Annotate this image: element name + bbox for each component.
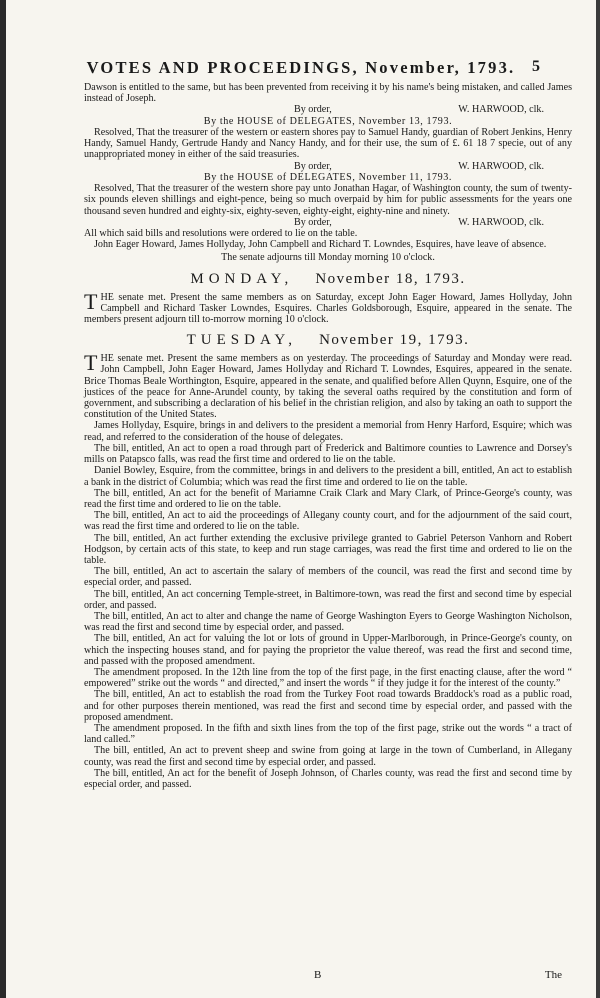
paragraph: The bill, entitled, An act to alter and change the name of George Washington Eyers to George Washington Nicholson, was read the first and second time by especial order, and passed. bbox=[84, 610, 572, 634]
adjournment-line: The senate adjourns till Monday morning 10 o'clock. bbox=[221, 252, 435, 264]
paragraph-text: HE senate met. Present the same members as on Saturday, except John Eager Howard, James Hollyday, John Campbell and Richard Tasker Lowndes, Esquires. Charles Goldsborough, Esquire, appeared in the senate. The members present adjourn till to-morrow morning 10 o'clock. bbox=[84, 291, 572, 326]
paragraph-text: HE senate met. Present the same members as on yesterday. The proceedings of Saturday and Monday were read. John Campbell, John Eager Howard, James Hollyday and Richard T. Lowndes, Esquires, appeared in the senate. Brice Thomas Beale Worthington, Esquire, appeared in the senate, and qualified before Allen Quynn, Esquire, one of the justices of the peace for Anne-Arundel county, by taking the several oaths required by the constitution and form of government, and subscribing a declaration of his belief in the christian religion, and also by taking an oath to support the constitution of the United States. bbox=[84, 353, 572, 421]
signature-line bbox=[84, 104, 572, 115]
page-number: 5 bbox=[532, 58, 540, 75]
tuesday-heading bbox=[84, 332, 572, 348]
paragraph: The amendment proposed. In the fifth and sixth lines from the top of the first page, strike out the words “ a tract of land called.” bbox=[84, 722, 572, 746]
paragraph bbox=[84, 350, 572, 421]
clerk-signature: W. HARWOOD, clk. bbox=[458, 104, 544, 116]
drop-cap: T bbox=[84, 350, 98, 376]
paragraph: The bill, entitled, An act to establish the road from the Turkey Foot road towards Braddock's road as a public road, and for other purposes therein mentioned, was read the first and second time by especial order, and passed with the proposed amendment. bbox=[84, 689, 572, 723]
paragraph: The bill, entitled, An act to aid the proceedings of Allegany county court, and for the adjournment of the said court, was read the first time and ordered to lie on the table. bbox=[84, 510, 572, 533]
paragraph: John Eager Howard, James Hollyday, John Campbell and Richard T. Lowndes, Esquires, have leave of absence. bbox=[94, 239, 547, 251]
day-name: MONDAY, bbox=[190, 270, 294, 287]
paragraph: Dawson is entitled to the same, but has been prevented from receiving it by his name's being mistaken, and called James instead of Joseph. bbox=[84, 82, 572, 105]
drop-cap: T bbox=[84, 288, 98, 314]
order-heading: By the HOUSE of DELEGATES, November 11, 1793. bbox=[203, 171, 453, 183]
paragraph: The bill, entitled, An act for the benefit of Mariamne Craik Clark and Mary Clark, of Prince-George's county, was read the first time and ordered to lie on the table. bbox=[84, 487, 572, 510]
signature-line bbox=[84, 161, 572, 172]
paragraph: The bill, entitled, An act concerning Temple-street, in Baltimore-town, was read the first and second time by especial order, and passed. bbox=[84, 588, 572, 611]
paragraph: James Hollyday, Esquire, brings in and delivers to the president a memorial from Henry Harford, Esquire; which was read, and referred to the consideration of the house of delegates. bbox=[84, 420, 572, 443]
paragraph: The bill, entitled, An act to open a road through part of Frederick and Baltimore counties to Lawrence and Dorsey's mills on Patapsco falls, was read the first time and ordered to lie on the table. bbox=[84, 442, 572, 466]
by-order-label: By order, bbox=[294, 104, 332, 116]
by-order-label: By order, bbox=[294, 160, 332, 172]
page-footer bbox=[84, 969, 562, 983]
page-header bbox=[6, 58, 596, 80]
resolution: Resolved, That the treasurer of the western or eastern shores pay to Samuel Handy, guardian of Robert Jenkins, Henry Handy, Samuel Handy, Gertrude Handy and Nancy Handy, and for their use, the sum of £. 61 18 7 specie, out of any unappropriated money in either of the said treasuries. bbox=[84, 127, 572, 161]
paragraph: The bill, entitled, An act to prevent sheep and swine from going at large in the town of Cumberland, in Allegany county, was read the first and second time by especial order, and passed. bbox=[84, 745, 572, 768]
paragraph: The bill, entitled, An act to ascertain the salary of members of the council, was read the first and second time by especial order, and passed. bbox=[84, 566, 572, 589]
paragraph: The amendment proposed. In the 12th line from the top of the first page, in the first enacting clause, after the word “ empowered” strike out the words “ and directed,” and insert the words “ if they judge it for the interest of the county.” bbox=[84, 666, 572, 690]
day-date: November 18, 1793. bbox=[315, 270, 466, 287]
page-body bbox=[84, 82, 572, 790]
running-title: VOTES AND PROCEEDINGS, November, 1793. bbox=[86, 58, 516, 77]
monday-heading bbox=[84, 271, 572, 287]
paragraph: The bill, entitled, An act for the benefit of Joseph Johnson, of Charles county, was read the first and second time by especial order, and passed. bbox=[84, 767, 572, 790]
paragraph: All which said bills and resolutions were ordered to lie on the table. bbox=[84, 228, 358, 240]
order-heading: By the HOUSE of DELEGATES, November 13, 1793. bbox=[203, 115, 453, 127]
signature-mark: B bbox=[314, 969, 322, 981]
catchword: The bbox=[544, 969, 562, 981]
resolution: Resolved, That the treasurer of the western shore pay unto Jonathan Hagar, of Washington county, the sum of twenty-six pounds eleven shillings and eight-pence, being so much overpaid by him for public assessments for the years one thousand seven hundred and eighty-six, eighty-seven, eighty-eight, eighty-nine and ninety. bbox=[84, 183, 572, 217]
by-order-label: By order, bbox=[294, 216, 332, 228]
signature-line bbox=[84, 217, 572, 228]
paragraph: The bill, entitled, An act further extending the exclusive privilege granted to Gabriel Peterson Vanhorn and Robert Hodgson, by certain acts of this state, to keep and run stage carriages, was read the first time and ordered to lie on the table. bbox=[84, 532, 572, 566]
day-date: November 19, 1793. bbox=[319, 332, 470, 349]
paragraph: The bill, entitled, An act for valuing the lot or lots of ground in Upper-Marlborough, in Prince-George's county, on which the inspecting houses stand, and for paying the proprietor the value thereof, was read the first and second time, and passed with the proposed amendment. bbox=[84, 633, 572, 667]
day-name: TUESDAY, bbox=[186, 332, 298, 349]
clerk-signature: W. HARWOOD, clk. bbox=[458, 216, 544, 228]
paragraph bbox=[84, 288, 572, 326]
paragraph: Daniel Bowley, Esquire, from the committee, brings in and delivers to the president a bill, entitled, An act to establish a bank in the district of Columbia; which was read the first time and ordered to lie on the table. bbox=[84, 465, 572, 488]
clerk-signature: W. HARWOOD, clk. bbox=[458, 160, 544, 172]
